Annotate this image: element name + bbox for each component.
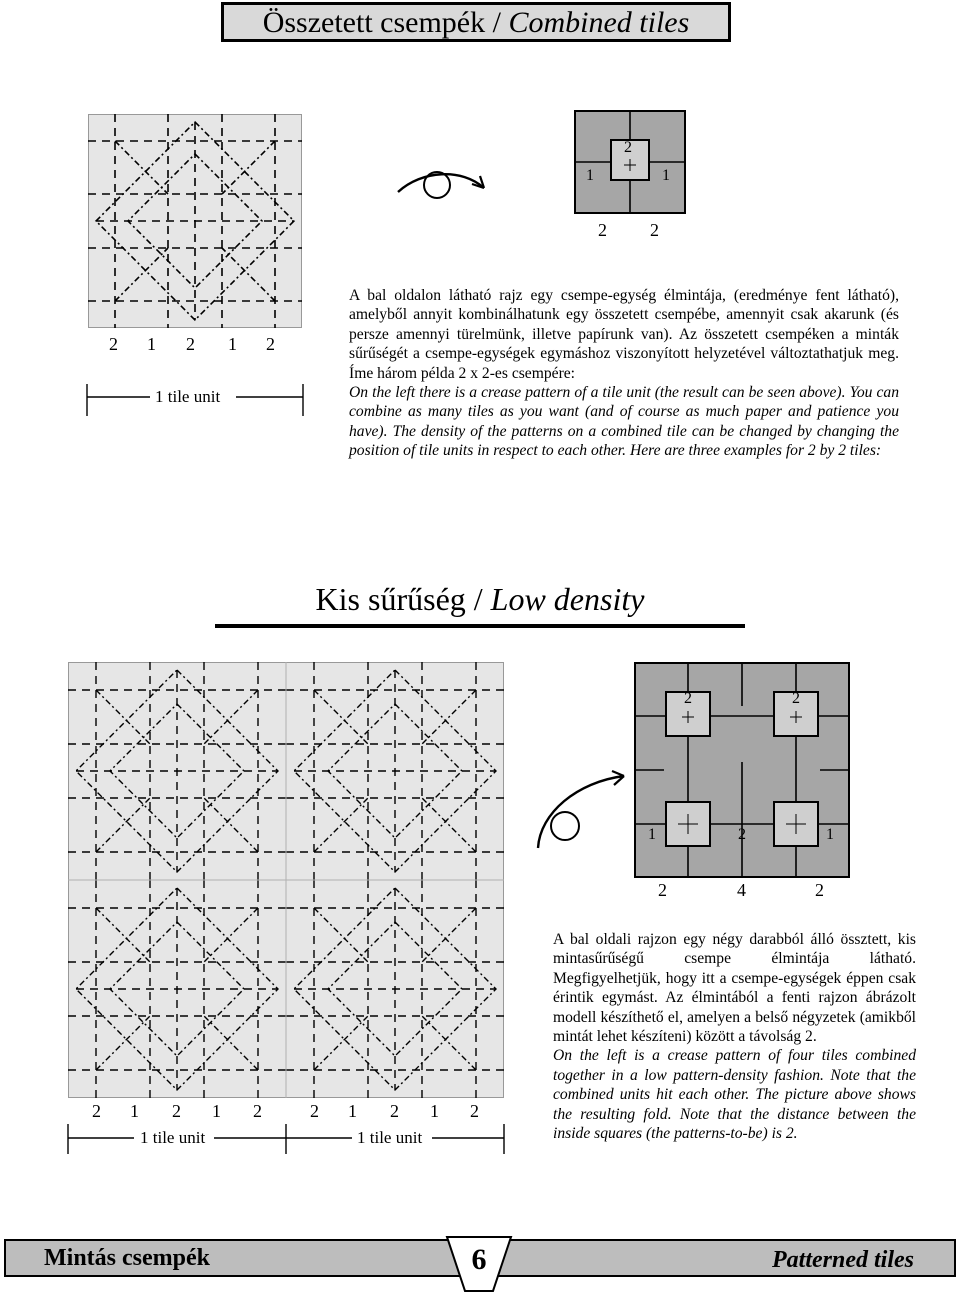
combined-number: 2	[172, 1101, 181, 1121]
tile-unit-label: 1 tile unit	[357, 1128, 423, 1147]
low-density-text	[553, 930, 916, 1143]
section-title-en: Low density	[490, 581, 645, 617]
page-number: 6	[471, 1243, 487, 1276]
fold-number: 2	[684, 690, 692, 707]
footer-title-en: Patterned tiles	[772, 1247, 914, 1273]
combined-number: 2	[470, 1101, 479, 1121]
tile-number: 2	[266, 334, 275, 354]
fold-number: 1	[662, 167, 670, 184]
low-density-text-hu: A bal oldali rajzon egy négy darabból álló össztett, kis mintasűrűségű csempe élmintája látható. Megfigyelhetjük, hogy itt a csempe-egységek éppen csak érintik egymást. Az élmintából a fenti rajzon ábrázolt modell készíthető el, amelyen a belső négyzetek (amikből mintát lehet készíteni) között a távolság 2.	[553, 931, 916, 1046]
title-en: Combined tiles	[508, 6, 690, 39]
combined-number: 1	[130, 1101, 139, 1121]
fold-number: 4	[737, 880, 746, 900]
combined-crease-pattern	[68, 662, 504, 1098]
combined-number: 2	[390, 1101, 399, 1121]
fold-number: 1	[648, 826, 656, 843]
combined-number: 1	[430, 1101, 439, 1121]
fold-number: 2	[658, 880, 667, 900]
fold-number: 2	[650, 220, 659, 240]
fold-number: 2	[624, 139, 632, 156]
title-hu: Összetett csempék	[262, 6, 486, 39]
single-tile-fold	[574, 110, 686, 214]
tile-number: 2	[186, 334, 195, 354]
tile-number: 2	[109, 334, 118, 354]
fold-number: 2	[792, 690, 800, 707]
tile-unit-brackets	[66, 1120, 506, 1156]
tile-number: 1	[147, 334, 156, 354]
footer-title-hu: Mintás csempék	[44, 1245, 210, 1271]
combined-number: 1	[212, 1101, 221, 1121]
section-title-separator: /	[473, 581, 483, 617]
rotate-arrow-icon	[392, 162, 492, 212]
low-density-text-en: On the left is a crease pattern of four tiles combined together in a low pattern-density fashion. Note that the combined units hit each other. The picture above shows the resulting fold. Note that the distance between the inside squares (the patterns-to-be) is 2.	[553, 1047, 916, 1143]
fold-number: 2	[598, 220, 607, 240]
fold-number: 2	[738, 826, 746, 843]
single-tile-crease-pattern	[88, 114, 302, 328]
intro-text	[349, 286, 899, 461]
intro-text-en: On the left there is a crease pattern of a tile unit (the result can be seen above). You can combine as many tiles as you want (and of course as much paper and patience you have). The density of the patterns on a combined tile can be changed by changing the position of tile units in respect to each other. Here are three examples for 2 by 2 tiles:	[349, 384, 899, 460]
section-title	[215, 578, 745, 628]
title-separator: /	[492, 6, 501, 39]
section-title-hu: Kis sűrűség	[315, 581, 466, 617]
rotate-arrow-icon	[532, 768, 632, 858]
tile-unit-label: 1 tile unit	[140, 1128, 206, 1147]
fold-number: 2	[815, 880, 824, 900]
fold-number: 1	[586, 167, 594, 184]
combined-number: 1	[348, 1101, 357, 1121]
fold-number: 1	[826, 826, 834, 843]
combined-number: 2	[310, 1101, 319, 1121]
combined-number: 2	[253, 1101, 262, 1121]
tile-number: 1	[228, 334, 237, 354]
tile-unit-label: 1 tile unit	[155, 387, 221, 406]
combined-number: 2	[92, 1101, 101, 1121]
page-title	[221, 2, 731, 42]
combined-fold	[634, 662, 850, 878]
intro-text-hu: A bal oldalon látható rajz egy csempe-egység élmintája, (eredménye fent látható), amelyből annyit kombinálhatunk egy összetett csempébe, amennyit csak akarunk (és persze amennyi türelmünk, illetve papírunk van). Az összetett csempéken a minták sűrűségét a csempe-egységek egymáshoz viszonyított helyzetével változtathatjuk meg. Íme három példa 2 x 2-es csempére:	[349, 287, 899, 382]
